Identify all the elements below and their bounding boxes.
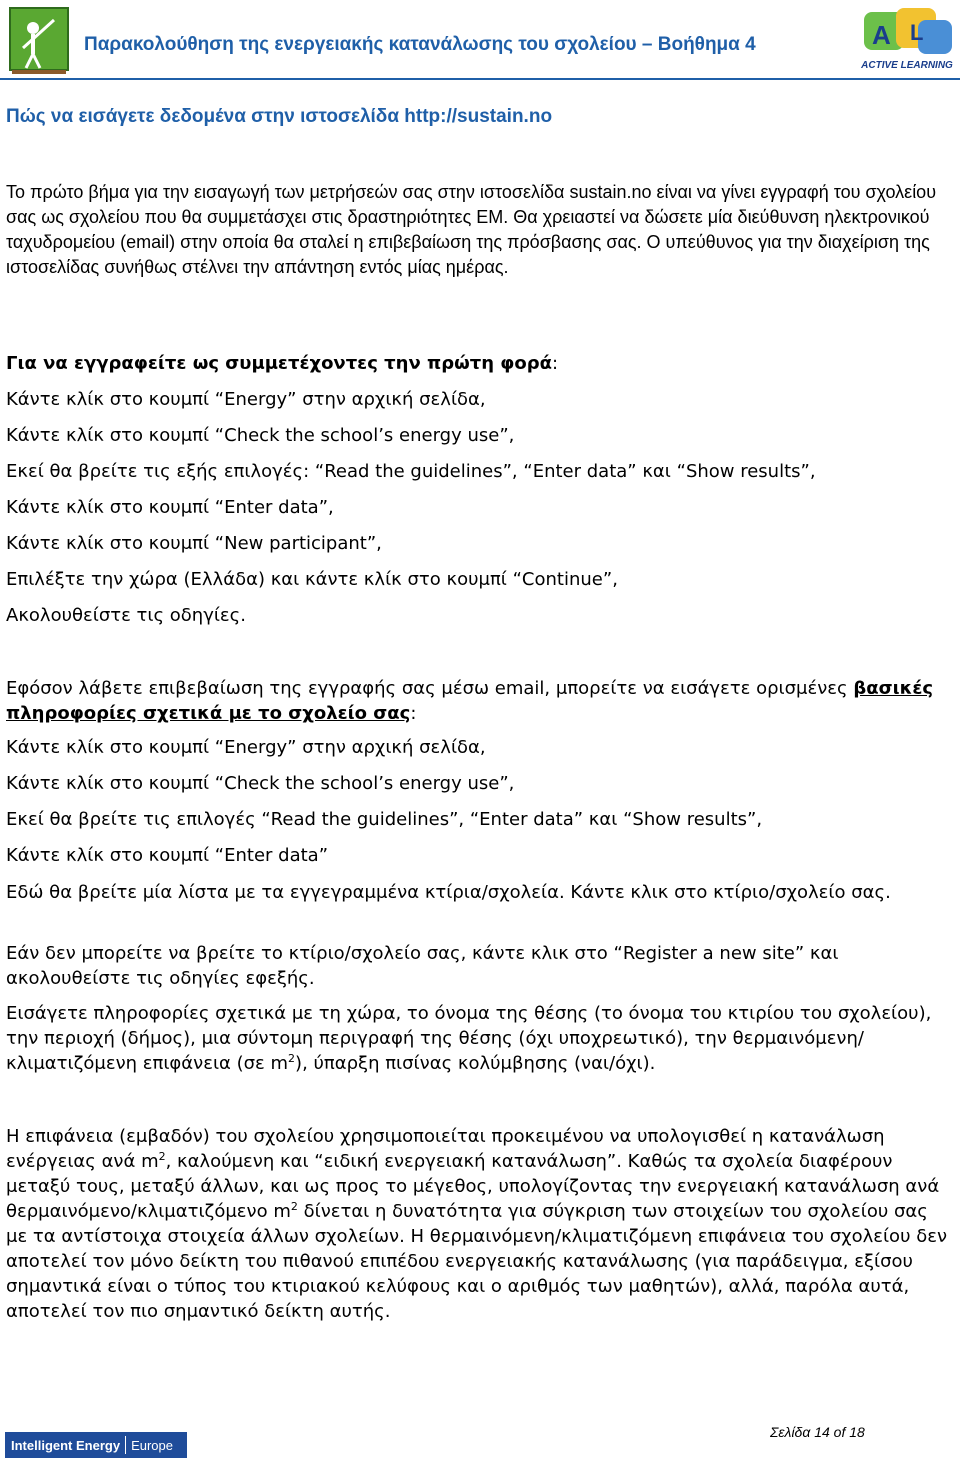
superscript: 2 bbox=[158, 1150, 166, 1163]
register-heading bbox=[6, 352, 558, 376]
register-step: Κάντε κλίκ στο κουμπί “New participant”, bbox=[6, 533, 382, 554]
basic-info-step: Κάντε κλίκ στο κουμπί “Check the school’s energy use”, bbox=[6, 773, 515, 794]
footer-logo-right: Europe bbox=[131, 1437, 173, 1453]
footer-logo-separator bbox=[125, 1436, 126, 1454]
superscript: 2 bbox=[288, 1052, 296, 1065]
basic-info-intro-bold: βασικές πληροφορίες σχετικά με το σχολείο σας bbox=[6, 678, 934, 724]
enter-info-text-b: ), ύπαρξη πισίνας κολύμβησης (ναι/όχι). bbox=[295, 1053, 656, 1074]
basic-info-intro bbox=[6, 676, 951, 726]
register-step: Εκεί θα βρείτε τις εξής επιλογές: “Read the guidelines”, “Enter data” και “Show results”, bbox=[6, 461, 816, 482]
section-heading: Πώς να εισάγετε δεδομένα στην ιστοσελίδα http://sustain.no bbox=[6, 106, 553, 127]
surface-paragraph bbox=[6, 1124, 951, 1324]
header-divider bbox=[0, 78, 960, 80]
basic-info-step: Κάντε κλίκ στο κουμπί “Enter data” bbox=[6, 845, 329, 866]
surface-text-3: δίνεται η δυνατότητα για σύγκριση των στοιχείων του σχολείου σας με τα αντίστοιχα στοιχεία άλλων σχολείων. Η θερμαινόμενη/κλιματιζόμενη επιφάνεια του σχολείου δεν αποτελεί τον μόνο δείκτη του πιθανού επιπέδου ενεργειακής κατανάλωσης (για παράδειγμα, εξίσου σημαντικά είναι ο τύπος του κτιριακού κελύφους και ο αριθμός των μαθητών), αλλά, παρόλα αυτά, αποτελεί τον πιο σημαντικό δείκτη αυτής. bbox=[6, 1201, 948, 1322]
register-step: Κάντε κλίκ στο κουμπί “Energy” στην αρχική σελίδα, bbox=[6, 389, 486, 410]
teacher-icon bbox=[8, 6, 70, 76]
register-heading-text: Για να εγγραφείτε ως συμμετέχοντες την πρώτη φορά bbox=[6, 353, 553, 374]
surface-text-1: Η επιφάνεια (εμβαδόν) του σχολείου χρησιμοποιείται προκειμένου να υπολογισθεί η κατανάλωση ενέργειας ανά m bbox=[6, 1126, 885, 1172]
basic-info-intro-suffix: : bbox=[410, 703, 417, 724]
basic-info-step: Εκεί θα βρείτε τις επιλογές “Read the guidelines”, “Enter data” και “Show results”, bbox=[6, 809, 763, 830]
intelligent-energy-logo bbox=[5, 1432, 187, 1458]
register-step: Κάντε κλίκ στο κουμπί “Check the school’s energy use”, bbox=[6, 425, 515, 446]
svg-text:A: A bbox=[872, 20, 891, 50]
intro-paragraph: Το πρώτο βήμα για την εισαγωγή των μετρήσεών σας στην ιστοσελίδα sustain.no είναι να γίνει εγγραφή του σχολείου σας ως σχολείου που θα συμμετάσχει στις δραστηριότητες ΕΜ. Θα χρειαστεί να δώσετε μία διεύθυνση ηλεκτρονικού ταχυδρομείου (email) στην οποία θα σταλεί η επιβεβαίωση της πρόσβασης σας. Ο υπεύθυνος για την διαχείριση της ιστοσελίδας συνήθως στέλνει την απάντηση εντός μίας ημέρας. bbox=[6, 182, 937, 277]
active-learning-logo bbox=[858, 6, 956, 78]
register-site-paragraph: Εάν δεν μπορείτε να βρείτε το κτίριο/σχολείο σας, κάντε κλικ στο “Register a new site” και ακολουθείστε τις οδηγίες εφεξής. bbox=[6, 943, 839, 989]
basic-info-step: Κάντε κλίκ στο κουμπί “Energy” στην αρχική σελίδα, bbox=[6, 737, 486, 758]
enter-info-text-a: Εισάγετε πληροφορίες σχετικά με τη χώρα, το όνομα της θέσης (το όνομα του κτιρίου του σχολείου), την περιοχή (δήμος), μια σύντομη περιγραφή της θέσης (όχι υποχρεωτικό), την θερμαινόμενη/κλιματιζόμενη επιφάνεια (σε m bbox=[6, 1003, 932, 1074]
register-heading-suffix: : bbox=[552, 353, 559, 374]
superscript: 2 bbox=[290, 1200, 298, 1213]
surface-text-2: , καλούμενη και “ειδική ενεργειακή κατανάλωση”. Καθώς τα σχολεία διαφέρουν μεταξύ τους, μεταξύ άλλων, και ως προς το μέγεθος, υπολογίζοντας την ενεργειακή κατανάλωση ανά θερμαινόμενο/κλιματιζόμενο m bbox=[6, 1151, 940, 1222]
page-number: Σελίδα 14 of 18 bbox=[770, 1424, 865, 1440]
footer-logo-left: Intelligent Energy bbox=[11, 1437, 121, 1453]
basic-info-intro-text: Εφόσον λάβετε επιβεβαίωση της εγγραφής σας μέσω email, μπορείτε να εισάγετε ορισμένες bbox=[6, 678, 848, 699]
list-paragraph: Εδώ θα βρείτε μία λίστα με τα εγγεγραμμένα κτίρια/σχολεία. Κάντε κλικ στο κτίριο/σχολείο σας. bbox=[6, 882, 891, 903]
register-step: Κάντε κλίκ στο κουμπί “Enter data”, bbox=[6, 497, 334, 518]
logo-text: ACTIVE LEARNING bbox=[861, 60, 953, 71]
svg-text:L: L bbox=[910, 20, 924, 45]
enter-info-paragraph bbox=[6, 1001, 951, 1076]
register-step: Επιλέξτε την χώρα (Ελλάδα) και κάντε κλίκ στο κουμπί “Continue”, bbox=[6, 569, 618, 590]
register-step: Ακολουθείστε τις οδηγίες. bbox=[6, 605, 246, 626]
header-title: Παρακολούθηση της ενεργειακής κατανάλωσης του σχολείου – Βοήθημα 4 bbox=[84, 34, 756, 55]
